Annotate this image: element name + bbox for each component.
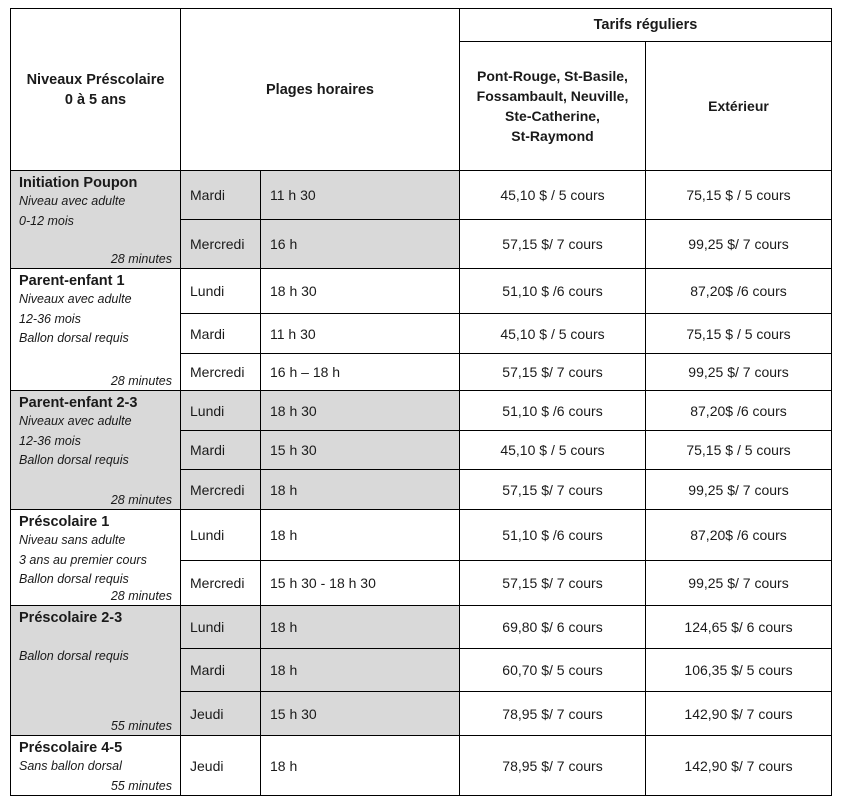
level-note: Niveaux avec adulte	[19, 414, 132, 428]
time-cell: 15 h 30	[261, 431, 460, 470]
header-local-line3: Ste-Catherine,	[505, 108, 600, 124]
price-local: 51,10 $ /6 cours	[460, 510, 646, 561]
price-exterior: 87,20$ /6 cours	[646, 269, 832, 314]
header-local-line1: Pont-Rouge, St-Basile,	[477, 68, 628, 84]
level-title: Parent-enfant 2-3	[19, 395, 138, 411]
price-local: 57,15 $/ 7 cours	[460, 561, 646, 606]
day-cell: Mercredi	[181, 470, 261, 510]
time-cell: 16 h – 18 h	[261, 354, 460, 391]
time-cell: 11 h 30	[261, 314, 460, 354]
level-note: Sans ballon dorsal	[19, 759, 122, 773]
price-exterior: 99,25 $/ 7 cours	[646, 354, 832, 391]
level-note: 12-36 mois	[19, 311, 81, 326]
header-exterior: Extérieur	[646, 42, 832, 171]
level-cell	[11, 171, 181, 269]
day-cell: Mardi	[181, 649, 261, 692]
price-exterior: 106,35 $/ 5 cours	[646, 649, 832, 692]
day-cell: Mardi	[181, 314, 261, 354]
level-note: Ballon dorsal requis	[19, 572, 129, 586]
level-note: 3 ans au premier cours	[19, 552, 147, 567]
price-local: 57,15 $/ 7 cours	[460, 470, 646, 510]
time-cell: 18 h	[261, 470, 460, 510]
day-cell: Jeudi	[181, 692, 261, 736]
price-local: 51,10 $ /6 cours	[460, 391, 646, 431]
price-exterior: 142,90 $/ 7 cours	[646, 692, 832, 736]
level-note: 0-12 mois	[19, 213, 74, 228]
level-title: Parent-enfant 1	[19, 273, 125, 289]
level-cell	[11, 510, 181, 606]
level-note: 12-36 mois	[19, 433, 81, 448]
table-row	[11, 510, 832, 561]
time-cell: 15 h 30 - 18 h 30	[261, 561, 460, 606]
price-local: 45,10 $ / 5 cours	[460, 171, 646, 220]
level-title: Initiation Poupon	[19, 175, 138, 191]
level-cell	[11, 736, 181, 796]
time-cell: 18 h	[261, 606, 460, 649]
level-note: Niveaux avec adulte	[19, 292, 132, 306]
day-cell: Mercredi	[181, 354, 261, 391]
header-time-slots: Plages horaires	[181, 9, 460, 171]
price-exterior: 99,25 $/ 7 cours	[646, 220, 832, 269]
level-duration: 55 minutes	[110, 719, 172, 733]
day-cell: Mardi	[181, 431, 261, 470]
level-duration: 55 minutes	[110, 779, 172, 793]
level-title: Préscolaire 2-3	[19, 610, 123, 626]
price-exterior: 142,90 $/ 7 cours	[646, 736, 832, 796]
time-cell: 18 h	[261, 649, 460, 692]
day-cell: Mercredi	[181, 561, 261, 606]
header-levels-line1: Niveaux Préscolaire	[26, 71, 165, 88]
time-cell: 18 h 30	[261, 269, 460, 314]
table-row	[11, 171, 832, 220]
level-title: Préscolaire 1	[19, 514, 110, 530]
header-tariffs: Tarifs réguliers	[460, 9, 832, 42]
price-local: 78,95 $/ 7 cours	[460, 692, 646, 736]
level-duration: 28 minutes	[110, 374, 172, 388]
level-note	[19, 627, 172, 647]
level-note: Ballon dorsal requis	[19, 331, 129, 345]
price-local: 78,95 $/ 7 cours	[460, 736, 646, 796]
price-exterior: 75,15 $ / 5 cours	[646, 314, 832, 354]
level-note: Niveau avec adulte	[19, 194, 126, 208]
header-local-towns	[460, 42, 646, 171]
table-row	[11, 736, 832, 796]
header-local-line4: St-Raymond	[511, 128, 594, 144]
table-row	[11, 391, 832, 431]
level-title: Préscolaire 4-5	[19, 740, 123, 756]
time-cell: 18 h 30	[261, 391, 460, 431]
level-duration: 28 minutes	[110, 589, 172, 603]
price-local: 45,10 $ / 5 cours	[460, 431, 646, 470]
level-duration: 28 minutes	[110, 493, 172, 507]
price-exterior: 75,15 $ / 5 cours	[646, 431, 832, 470]
price-local: 69,80 $/ 6 cours	[460, 606, 646, 649]
header-local-line2: Fossambault, Neuville,	[476, 88, 629, 104]
level-cell	[11, 391, 181, 510]
price-exterior: 99,25 $/ 7 cours	[646, 561, 832, 606]
level-note: Ballon dorsal requis	[19, 648, 129, 663]
table-row	[11, 606, 832, 649]
price-local: 60,70 $/ 5 cours	[460, 649, 646, 692]
level-note: Ballon dorsal requis	[19, 453, 129, 467]
price-exterior: 87,20$ /6 cours	[646, 510, 832, 561]
level-cell	[11, 606, 181, 736]
schedule-table	[10, 8, 832, 796]
header-levels-line2: 0 à 5 ans	[64, 91, 127, 108]
level-cell	[11, 269, 181, 391]
price-exterior: 99,25 $/ 7 cours	[646, 470, 832, 510]
time-cell: 15 h 30	[261, 692, 460, 736]
header-row	[11, 9, 832, 42]
time-cell: 18 h	[261, 510, 460, 561]
day-cell: Mardi	[181, 171, 261, 220]
header-levels	[11, 9, 181, 171]
day-cell: Lundi	[181, 606, 261, 649]
day-cell: Mercredi	[181, 220, 261, 269]
table-row	[11, 269, 832, 314]
price-local: 51,10 $ /6 cours	[460, 269, 646, 314]
level-duration: 28 minutes	[110, 252, 172, 266]
day-cell: Lundi	[181, 391, 261, 431]
time-cell: 11 h 30	[261, 171, 460, 220]
day-cell: Jeudi	[181, 736, 261, 796]
time-cell: 18 h	[261, 736, 460, 796]
price-exterior: 124,65 $/ 6 cours	[646, 606, 832, 649]
price-exterior: 87,20$ /6 cours	[646, 391, 832, 431]
level-note: Niveau sans adulte	[19, 533, 126, 547]
time-cell: 16 h	[261, 220, 460, 269]
price-exterior: 75,15 $ / 5 cours	[646, 171, 832, 220]
day-cell: Lundi	[181, 510, 261, 561]
price-local: 57,15 $/ 7 cours	[460, 220, 646, 269]
day-cell: Lundi	[181, 269, 261, 314]
price-local: 57,15 $/ 7 cours	[460, 354, 646, 391]
price-local: 45,10 $ / 5 cours	[460, 314, 646, 354]
